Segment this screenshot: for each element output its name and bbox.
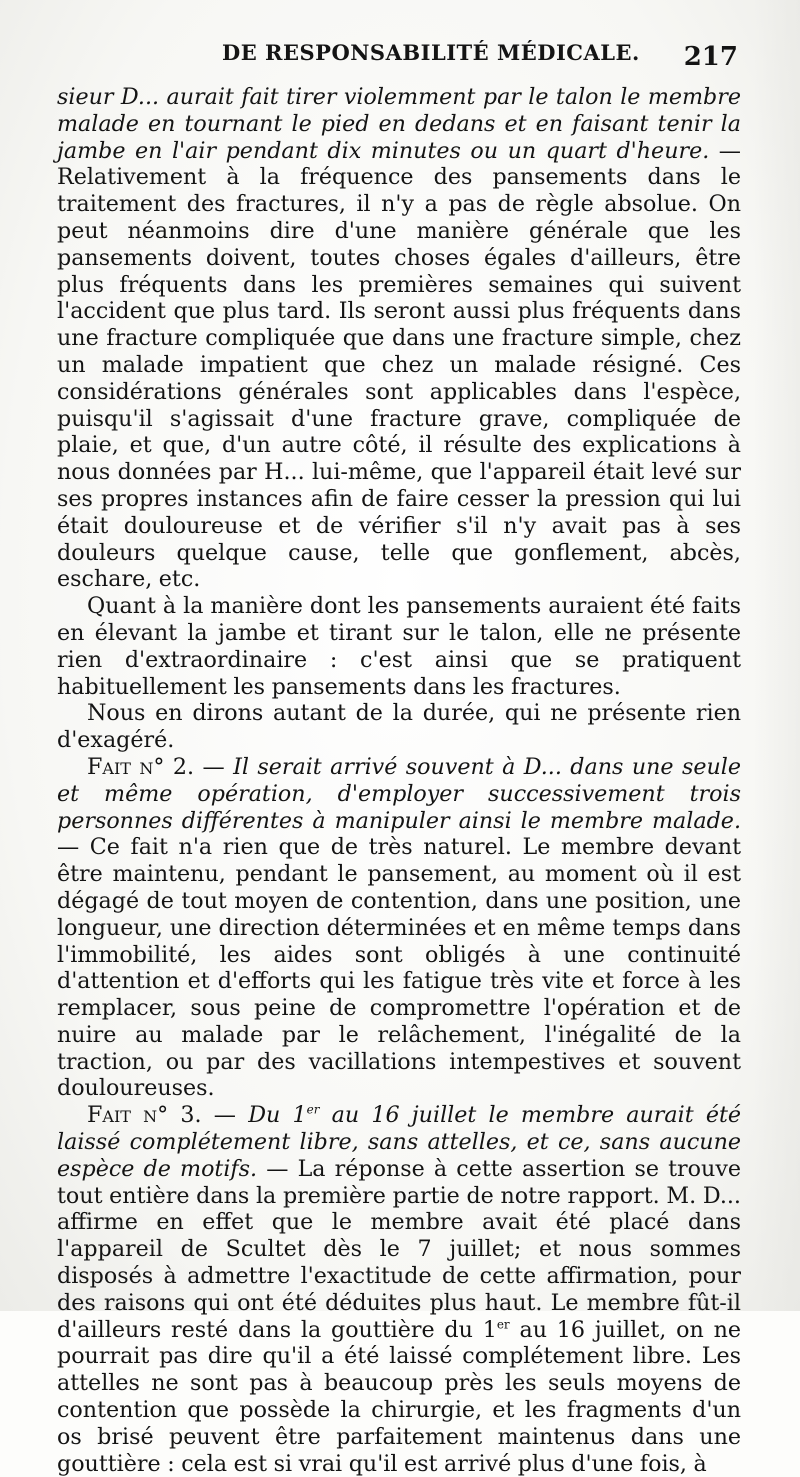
fait-2-italic: Il serait arrivé souvent à D... dans une seule et même opération, d'employer successivement trois personnes différentes à manipuler ainsi le membre malade. — [57, 753, 741, 834]
paragraph-2: Quant à la manière dont les pansements auraient été faits en élevant la jambe et tirant sur le talon, elle ne présente rien d'extraordinaire : c'est ainsi que se pratiquent habituellement les pansements dans les fractures. — [57, 593, 741, 700]
body-text — [57, 84, 741, 1477]
fait-3-dash: — — [201, 1102, 249, 1129]
paragraph-3: Nous en dirons autant de la durée, qui ne présente rien d'exagéré. — [57, 700, 741, 754]
fait-3-italic-b: au 16 juillet le membre aurait été laissé complétement libre, sans attelles, et ce, sans aucune espèce de motifs. — [57, 1102, 742, 1182]
paragraph-1-italic: sieur D... aurait fait tirer violemment par le talon le membre malade en tournant le pied en dedans et en faisant tenir la jambe en l'air pendant dix minutes ou un quart d'heure. — [57, 84, 741, 164]
paragraph-1-text: — Relativement à la fréquence des pansements dans le traitement des fractures, il n'y a pas de règle absolue. On peut néanmoins dire d'une manière générale que les pansements doivent, toutes choses égales d'ailleurs, être plus fréquents dans les premières semaines qui suivent l'accident que plus tard. Ils seront aussi plus fréquents dans une fracture compliquée que dans une fracture simple, chez un malade impatient que chez un malade résigné. Ces considérations générales sont applicables dans l'espèce, puisqu'il s'agissait d'une fracture grave, compliquée de plaie, et que, d'un autre côté, il résulte des explications à nous données par H... lui-même, que l'appareil était levé sur ses propres instances afin de faire cesser la pression qui lui était douloureuse et de vérifier s'il n'y avait pas à ses douleurs quelque cause, telle que gonflement, abcès, eschare, etc. — [57, 137, 741, 593]
running-head: DE RESPONSABILITÉ MÉDICALE. — [222, 40, 640, 65]
page-edge-shadow — [754, 0, 800, 1311]
paragraph-1 — [57, 84, 741, 593]
fait-3-label: Fait n° 3. — [87, 1102, 202, 1129]
fait-3-paragraph — [57, 1102, 741, 1477]
page-number: 217 — [683, 42, 738, 72]
fait-3-sup-a: er — [306, 1102, 320, 1117]
fait-2-label: Fait n° 2. — [87, 753, 195, 780]
fait-3-sup-b: er — [496, 1317, 510, 1332]
fait-3-text-a: — La réponse à cette assertion se trouve tout entière dans la première partie de notre rapport. M. D... affirme en effet que le membre avait été placé dans l'appareil de Scultet dès le 7 juillet; et nous sommes disposés à admettre l'exactitude de cette affirmation, pour des raisons qui ont été déduites plus haut. Le membre fût-il d'ailleurs resté dans la gouttière du 1 — [57, 1155, 741, 1343]
fait-2-dash: — — [194, 753, 234, 780]
fait-3-text-b: au 16 juillet, on ne pourrait pas dire qu'il a été laissé complétement libre. Les attelles ne sont pas à beaucoup près les seuls moyens de contention que possède la chirurgie, et les fragments d'un os brisé peuvent être parfaitement maintenus dans une gouttière : cela est si vrai qu'il est arrivé plus d'une fois, à — [57, 1316, 741, 1477]
fait-2-text: — Ce fait n'a rien que de très naturel. Le membre devant être maintenu, pendant le pansement, au moment où il est dégagé de tout moyen de contention, dans une position, une longueur, une direction déterminées et en même temps dans l'immobilité, les aides sont obligés à une continuité d'attention et d'efforts qui les fatigue très vite et force à les remplacer, sous peine de compromettre l'opération et de nuire au malade par le relâchement, l'inégalité de la traction, ou par des vacillations intempestives et souvent douloureuses. — [57, 834, 741, 1102]
fait-2-paragraph — [57, 754, 741, 1102]
fait-3-italic-a: Du 1 — [248, 1102, 307, 1129]
page-header — [60, 40, 740, 80]
